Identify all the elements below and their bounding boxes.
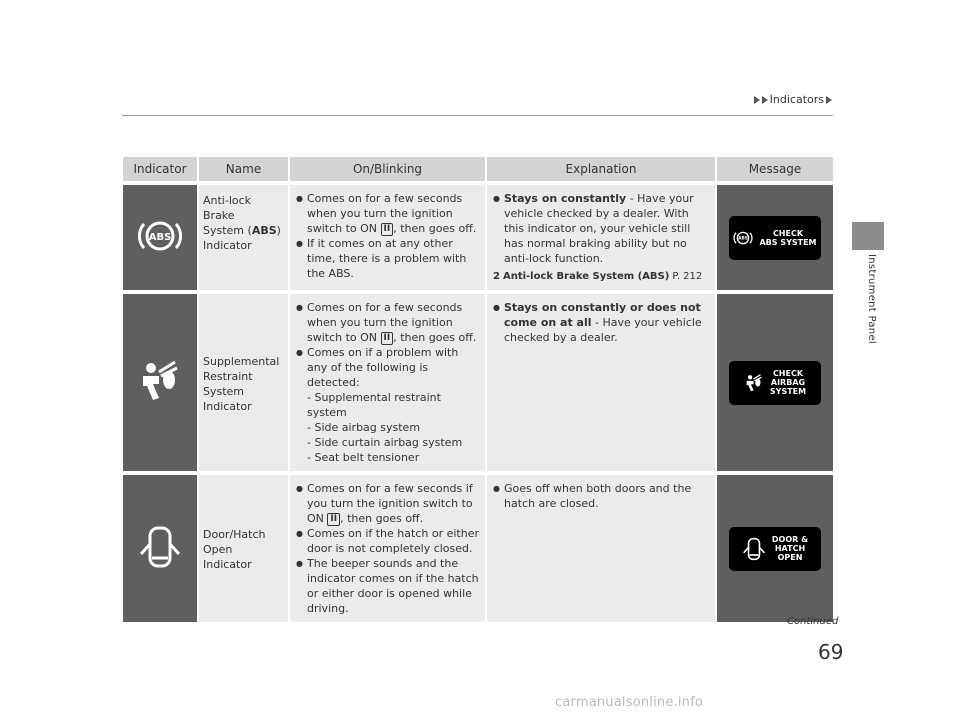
- message-display: [729, 527, 821, 571]
- header-rule: [122, 115, 833, 116]
- chevron-right-icon: [754, 96, 760, 104]
- list-item: ● If it comes on at any other time, there is a problem with the ABS.: [296, 236, 480, 281]
- chevron-right-icon: [826, 96, 832, 104]
- continued-label: Continued: [787, 616, 839, 627]
- svg-text:ABS: ABS: [148, 231, 172, 243]
- name-line: Indicator: [203, 399, 252, 413]
- table-row: [123, 290, 833, 471]
- name-line: Anti-lock Brake: [203, 194, 252, 222]
- list-item: ● Stays on constantly - Have your vehicle checked by a dealer. With this indicator on, your vehicle still has normal braking ability but no anti-lock function.: [493, 191, 710, 266]
- message-line: CHECK: [772, 228, 804, 238]
- sub-item: - Side curtain airbag system: [307, 436, 463, 449]
- xref-page: P. 212: [672, 271, 703, 282]
- name-line: Supplemental: [203, 354, 280, 368]
- message-line: OPEN: [777, 553, 803, 562]
- message-display: [729, 216, 821, 260]
- watermark: carmanualsonline.info: [555, 695, 704, 710]
- list-item: ● Stays on constantly or does not come on at all - Have your vehicle checked by a dealer.: [493, 300, 710, 345]
- header-explanation: Explanation: [487, 157, 717, 181]
- message-line: AIRBAG: [770, 378, 806, 387]
- explanation-cell: [487, 471, 717, 622]
- header-message: Message: [717, 157, 833, 181]
- indicator-cell: [123, 181, 199, 290]
- breadcrumb: [754, 93, 832, 106]
- name-line: System (: [203, 224, 252, 237]
- name-line: ): [276, 224, 281, 237]
- message-line: HATCH: [774, 544, 806, 553]
- breadcrumb-label: Indicators: [769, 93, 824, 106]
- abs-warning-icon: [137, 216, 183, 256]
- list-item: ● Goes off when both doors and the hatch are closed.: [493, 481, 710, 511]
- message-line: CHECK: [772, 369, 804, 378]
- on-blinking-cell: [290, 181, 487, 290]
- message-line: SYSTEM: [769, 387, 807, 396]
- header-indicator: Indicator: [123, 157, 199, 181]
- message-cell: [717, 290, 833, 471]
- sub-item: - Seat belt tensioner: [307, 451, 420, 464]
- abs-warning-icon: [733, 229, 753, 247]
- name-line: Indicator: [203, 239, 252, 252]
- page-number: 69: [818, 640, 844, 664]
- list-item: ● The beeper sounds and the indicator comes on if the hatch or either door is opened while driving.: [296, 556, 480, 616]
- name-cell: [199, 181, 290, 290]
- door-open-icon: [742, 536, 766, 562]
- chevron-right-icon: [762, 96, 768, 104]
- list-item: ● Comes on if the hatch or either door is not completely closed.: [296, 526, 480, 556]
- table-row: [123, 181, 833, 290]
- explanation-cell: [487, 290, 717, 471]
- on-blinking-cell: [290, 290, 487, 471]
- sub-item: - Side airbag system: [307, 421, 421, 434]
- message-display: [729, 361, 821, 405]
- message-cell: [717, 471, 833, 622]
- door-open-icon: [138, 524, 182, 570]
- name-line: Restraint: [203, 369, 253, 383]
- message-line: DOOR &: [771, 535, 809, 544]
- ignition-key-badge: II: [381, 332, 394, 345]
- ignition-key-badge: II: [327, 513, 340, 526]
- name-abbr: ABS: [251, 224, 277, 237]
- on-blinking-cell: [290, 471, 487, 622]
- list-item: ● Comes on if a problem with any of the following is detected: - Supplemental restraint system - Side airbag system - Side curtain airbag system - Seat belt tensioner: [296, 345, 480, 465]
- header-on-blinking: On/Blinking: [290, 157, 487, 181]
- table-row: [123, 471, 833, 622]
- airbag-warning-icon: [137, 358, 183, 404]
- list-item: ● Comes on for a few seconds if you turn the ignition switch to ON II , then goes off.: [296, 481, 480, 526]
- name-line: Door/Hatch: [203, 528, 266, 541]
- airbag-warning-icon: [744, 373, 764, 393]
- indicator-table: [123, 157, 833, 622]
- section-label: Instrument Panel: [866, 254, 877, 344]
- table-header-row: [123, 157, 833, 181]
- name-line: Open Indicator: [203, 543, 252, 571]
- svg-text:ABS: ABS: [738, 236, 749, 242]
- list-item: ● Comes on for a few seconds when you turn the ignition switch to ON II , then goes off.: [296, 191, 480, 236]
- explanation-cell: [487, 181, 717, 290]
- reference-arrow-icon: 2: [493, 271, 500, 282]
- sub-item: - Supplemental restraint system: [307, 391, 441, 419]
- indicator-cell: [123, 471, 199, 622]
- xref-title: Anti-lock Brake System (ABS): [502, 271, 670, 282]
- header-name: Name: [199, 157, 290, 181]
- list-item: ● Comes on for a few seconds when you turn the ignition switch to ON II , then goes off.: [296, 300, 480, 345]
- message-line: ABS SYSTEM: [759, 237, 817, 247]
- name-cell: [199, 290, 290, 471]
- name-line: System: [203, 384, 245, 398]
- cross-reference[interactable]: [493, 269, 710, 284]
- message-cell: [717, 181, 833, 290]
- indicator-cell: [123, 290, 199, 471]
- section-tab: [852, 222, 884, 250]
- ignition-key-badge: II: [381, 223, 394, 236]
- name-cell: [199, 471, 290, 622]
